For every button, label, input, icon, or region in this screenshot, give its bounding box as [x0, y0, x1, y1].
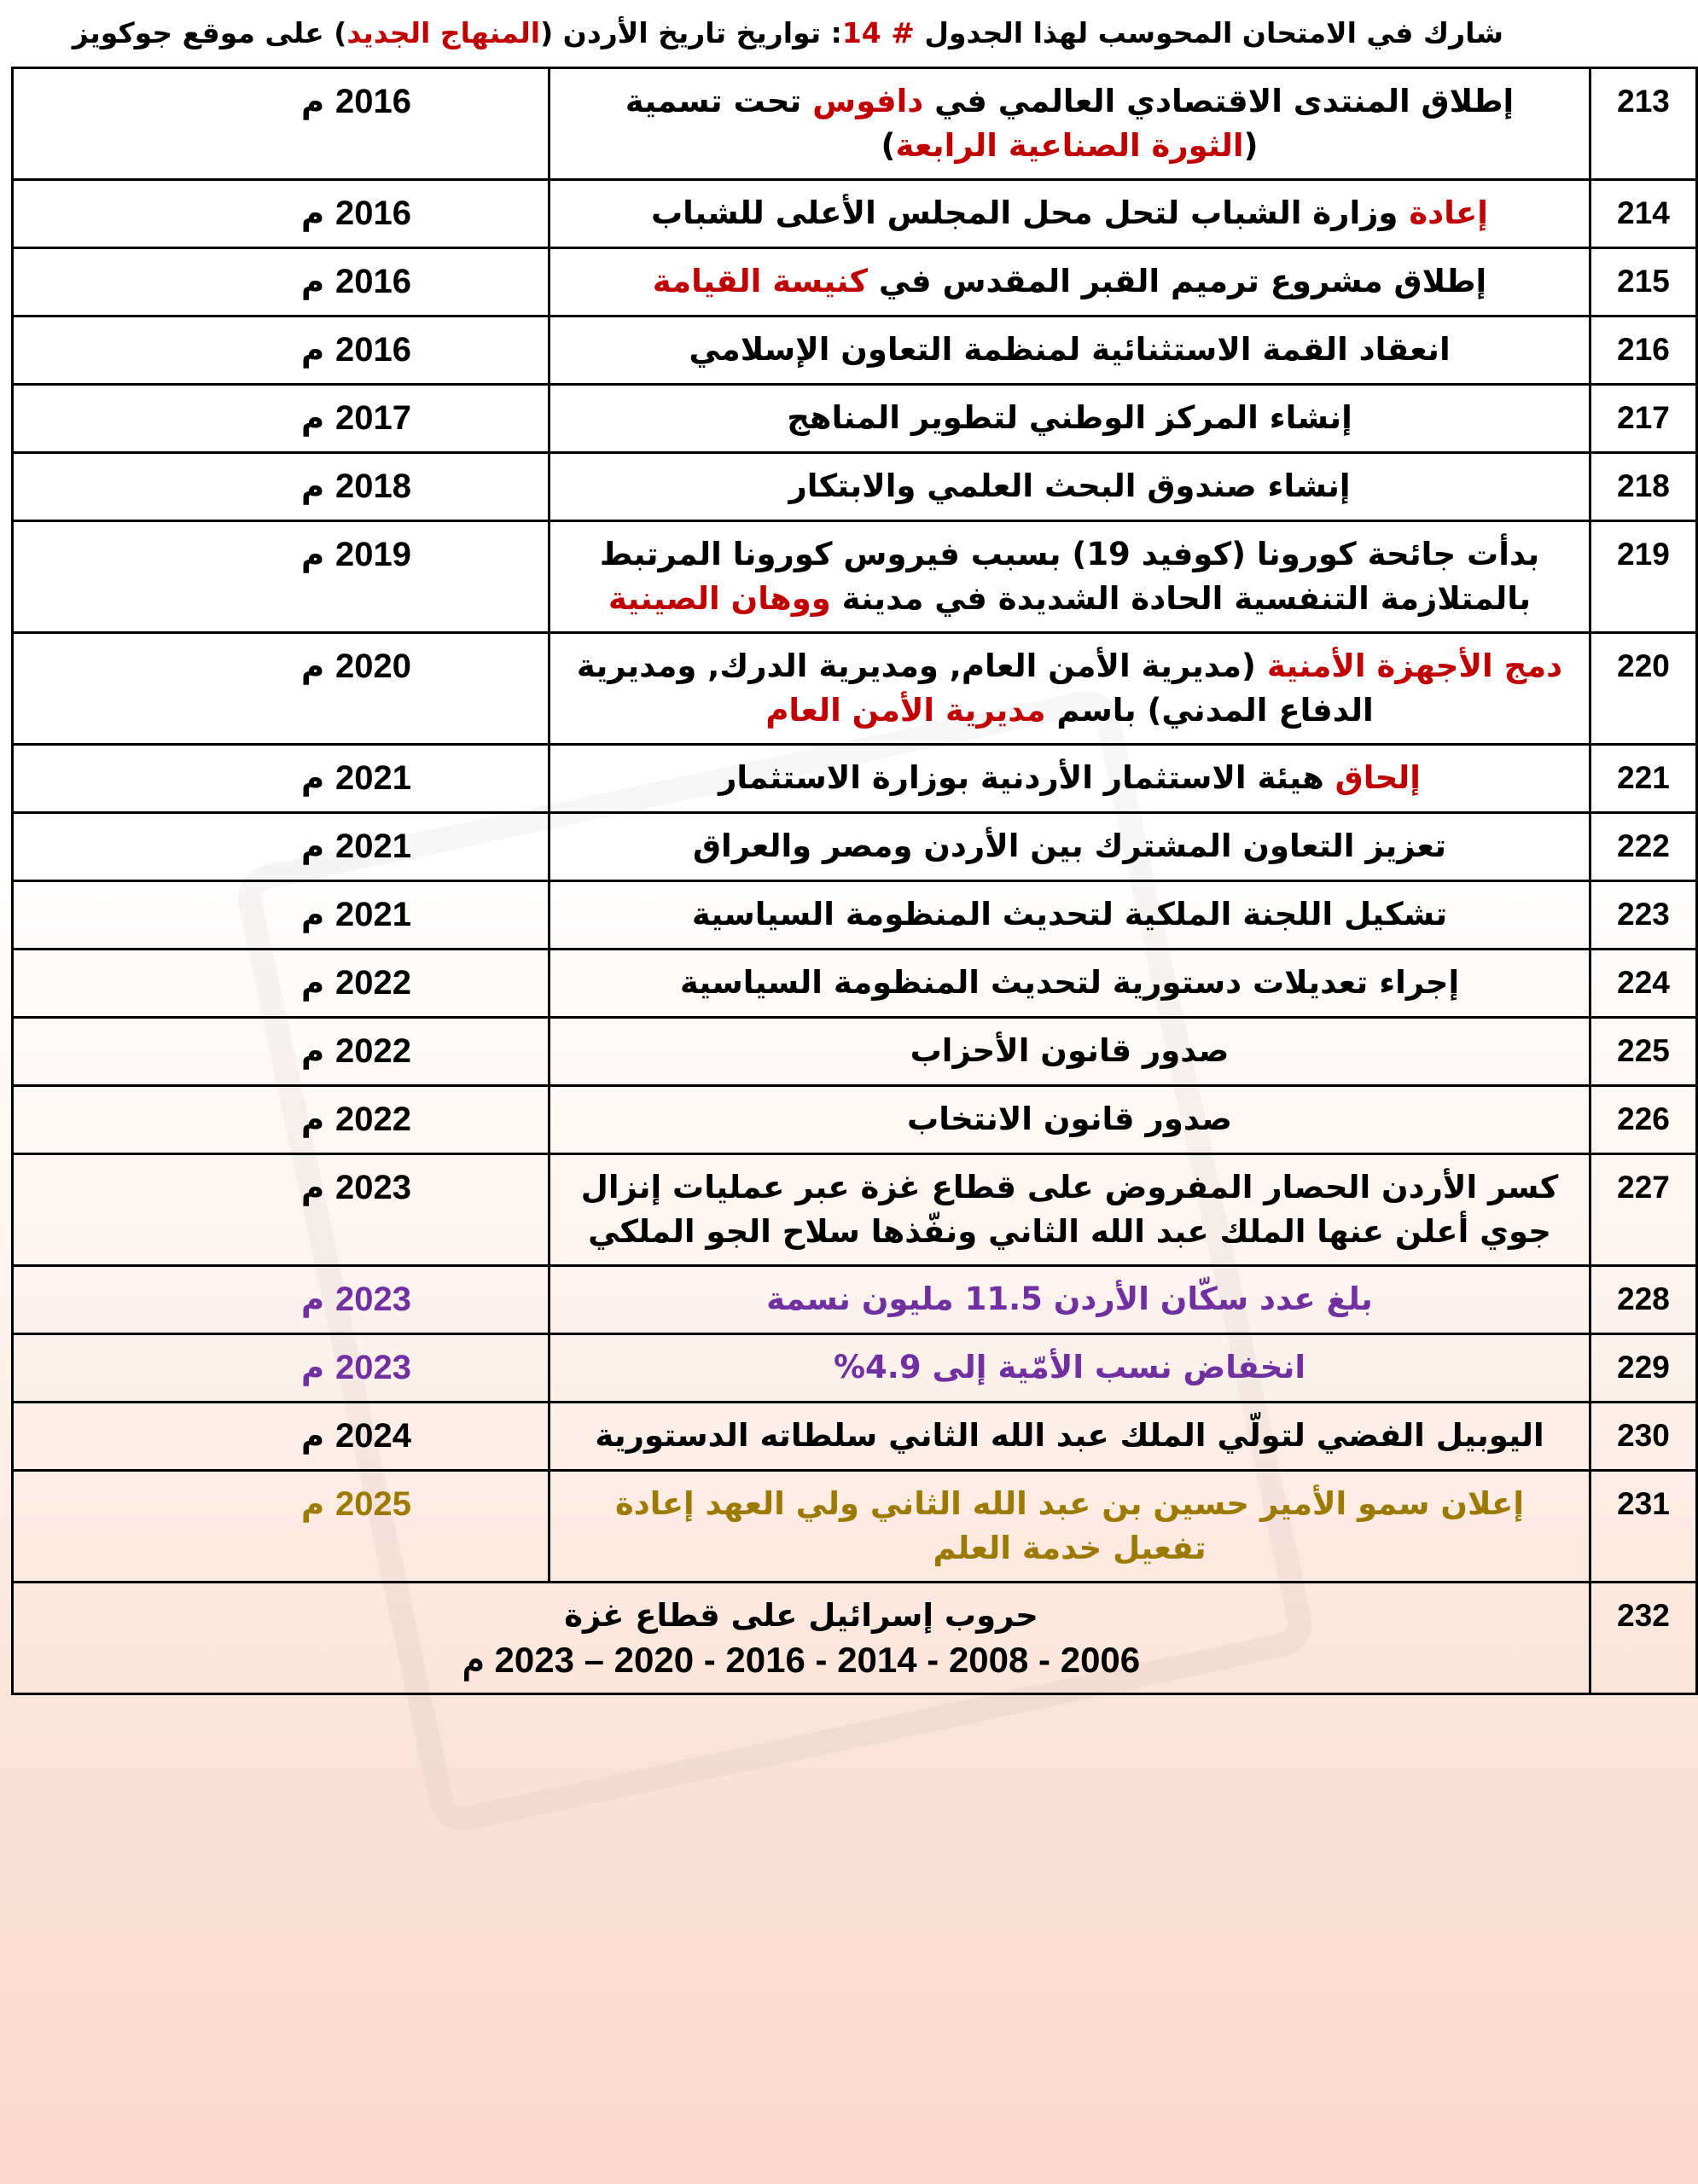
event-cell — [550, 813, 1590, 881]
year-unit: م — [301, 648, 325, 685]
gaza-wars-years: 2006 - 2008 - 2014 - 2016 - 2020 – 2023 م — [462, 1640, 1141, 1680]
year-unit: م — [301, 965, 325, 1002]
gaza-wars-title: حروب إسرائيل على قطاع غزة — [564, 1597, 1038, 1634]
event-text: صدور قانون الأحزاب — [910, 1032, 1230, 1069]
year-cell — [13, 521, 550, 633]
table-row — [13, 745, 1697, 813]
row-number: 224 — [1590, 950, 1697, 1018]
event-cell — [550, 950, 1590, 1018]
event-text: وزارة الشباب لتحل محل المجلس الأعلى للشباب — [651, 195, 1410, 231]
event-highlight: ووهان الصينية — [608, 580, 831, 617]
row-number: 232 — [1590, 1583, 1697, 1694]
year-value: 2022 — [335, 964, 411, 1002]
event-highlight: إعادة — [1409, 195, 1488, 231]
event-cell — [550, 180, 1590, 248]
heading-text-3: ) على موقع جوكويز — [72, 16, 347, 49]
year-value: 2023 — [335, 1349, 411, 1386]
event-cell — [550, 633, 1590, 745]
timeline-footer — [13, 1583, 1697, 1694]
year-cell — [13, 1154, 550, 1266]
table-row — [13, 317, 1697, 385]
row-number: 218 — [1590, 453, 1697, 521]
year-cell — [13, 950, 550, 1018]
event-text: إطلاق مشروع ترميم القبر المقدس في — [868, 263, 1487, 299]
table-row — [13, 1266, 1697, 1334]
heading-text-2: : تواريخ تاريخ الأردن ( — [540, 16, 842, 49]
heading-text: شارك في الامتحان المحوسب لهذا الجدول — [914, 16, 1503, 49]
year-unit: م — [301, 84, 325, 120]
event-highlight: إعلان سمو الأمير حسين بن عبد الله الثاني ولي العهد إعادة تفعيل خدمة العلم — [614, 1485, 1525, 1566]
event-cell — [550, 68, 1590, 180]
timeline-table — [11, 67, 1698, 1695]
event-highlight: دمج الأجهزة الأمنية — [1266, 648, 1563, 684]
event-highlight: إلحاق — [1335, 759, 1421, 796]
table-row — [13, 1334, 1697, 1403]
event-text: انعقاد القمة الاستثنائية لمنظمة التعاون الإسلامي — [689, 331, 1451, 368]
table-row — [13, 180, 1697, 248]
event-cell — [550, 317, 1590, 385]
year-cell — [13, 1334, 550, 1403]
table-row — [13, 950, 1697, 1018]
table-row — [13, 453, 1697, 521]
year-cell — [13, 453, 550, 521]
event-text: إجراء تعديلات دستورية لتحديث المنظومة السياسية — [679, 964, 1460, 1001]
year-value: 2019 — [335, 536, 411, 573]
row-number: 213 — [1590, 68, 1697, 180]
event-text: تشكيل اللجنة الملكية لتحديث المنظومة السياسية — [691, 896, 1448, 932]
year-value: 2021 — [335, 759, 411, 797]
table-row — [13, 1018, 1697, 1086]
event-cell — [550, 385, 1590, 453]
year-unit: م — [301, 468, 325, 505]
event-text: تحت تسمية ( — [625, 83, 1259, 164]
row-number: 228 — [1590, 1266, 1697, 1334]
event-text: تعزيز التعاون المشترك بين الأردن ومصر والعراق — [692, 828, 1447, 864]
year-unit: م — [301, 1033, 325, 1070]
year-cell — [13, 248, 550, 317]
event-cell — [550, 1471, 1590, 1583]
event-text: كسر الأردن الحصار المفروض على قطاع غزة عبر عمليات إنزال جوي أعلن عنها الملك عبد الله الثاني ونفّذها سلاح الجو الملكي — [580, 1169, 1559, 1250]
event-highlight: كنيسة القيامة — [652, 263, 869, 299]
year-unit: م — [301, 264, 325, 300]
row-number: 221 — [1590, 745, 1697, 813]
year-value: 2024 — [335, 1417, 411, 1455]
event-cell — [550, 745, 1590, 813]
event-cell — [550, 521, 1590, 633]
year-unit: م — [301, 537, 325, 573]
table-row — [13, 813, 1697, 881]
table-row — [13, 633, 1697, 745]
row-number: 230 — [1590, 1403, 1697, 1471]
year-unit: م — [301, 1101, 325, 1138]
year-value: 2016 — [335, 195, 411, 232]
event-text: صدور قانون الانتخاب — [907, 1101, 1232, 1137]
row-number: 217 — [1590, 385, 1697, 453]
year-unit: م — [301, 1170, 325, 1206]
event-cell — [550, 1334, 1590, 1403]
row-number: 215 — [1590, 248, 1697, 317]
table-row — [13, 1471, 1697, 1583]
year-cell — [13, 385, 550, 453]
year-value: 2016 — [335, 83, 411, 120]
row-number: 216 — [1590, 317, 1697, 385]
year-cell — [13, 1403, 550, 1471]
row-number: 226 — [1590, 1086, 1697, 1154]
event-highlight: انخفاض نسب الأمّية إلى 4.9% — [833, 1349, 1306, 1385]
year-cell — [13, 317, 550, 385]
year-unit: م — [301, 1418, 325, 1455]
year-value: 2021 — [335, 828, 411, 865]
event-text: هيئة الاستثمار الأردنية بوزارة الاستثمار — [718, 759, 1335, 796]
event-highlight: الثورة الصناعية الرابعة — [895, 127, 1244, 164]
year-value: 2021 — [335, 896, 411, 933]
year-unit: م — [301, 1486, 325, 1523]
table-row — [13, 1403, 1697, 1471]
table-row — [13, 385, 1697, 453]
year-cell — [13, 1086, 550, 1154]
table-row — [13, 1154, 1697, 1266]
year-cell — [13, 1471, 550, 1583]
year-cell — [13, 1266, 550, 1334]
row-number: 231 — [1590, 1471, 1697, 1583]
event-cell — [550, 1018, 1590, 1086]
year-value: 2020 — [335, 648, 411, 685]
year-cell — [13, 1018, 550, 1086]
table-number: # 14 — [841, 16, 915, 49]
event-highlight: بلغ عدد سكّان الأردن 11.5 مليون نسمة — [766, 1281, 1373, 1317]
table-row — [13, 521, 1697, 633]
year-cell — [13, 881, 550, 950]
event-text: بدأت جائحة كورونا (كوفيد 19) بسبب فيروس كورونا المرتبط بالمتلازمة التنفسية الحادة الشديدة في مدينة — [599, 536, 1540, 617]
page-heading — [10, 5, 1503, 61]
row-number: 222 — [1590, 813, 1697, 881]
row-number: 223 — [1590, 881, 1697, 950]
year-value: 2017 — [335, 399, 411, 437]
row-number: 219 — [1590, 521, 1697, 633]
event-cell — [550, 1403, 1590, 1471]
row-number: 227 — [1590, 1154, 1697, 1266]
event-text: (مديرية الأمن العام, ومديرية الدرك, ومديرية الدفاع المدني) باسم — [576, 648, 1374, 729]
event-cell — [550, 881, 1590, 950]
event-highlight: دافوس — [812, 83, 924, 119]
year-cell — [13, 633, 550, 745]
year-value: 2022 — [335, 1032, 411, 1070]
table-row — [13, 1086, 1697, 1154]
year-value: 2023 — [335, 1281, 411, 1318]
event-text: إنشاء صندوق البحث العلمي والابتكار — [788, 468, 1351, 504]
year-cell — [13, 745, 550, 813]
year-value: 2023 — [335, 1169, 411, 1206]
event-cell — [550, 1086, 1590, 1154]
event-text: إنشاء المركز الوطني لتطوير المناهج — [787, 399, 1352, 436]
year-unit: م — [301, 1350, 325, 1386]
table-row — [13, 68, 1697, 180]
row-number: 225 — [1590, 1018, 1697, 1086]
year-unit: م — [301, 828, 325, 865]
timeline-body — [13, 68, 1697, 1583]
year-cell — [13, 68, 550, 180]
year-unit: م — [301, 400, 325, 437]
event-highlight: مديرية الأمن العام — [765, 692, 1046, 729]
year-unit: م — [301, 897, 325, 933]
row-number: 229 — [1590, 1334, 1697, 1403]
event-cell — [550, 1266, 1590, 1334]
event-text: إطلاق المنتدى الاقتصادي العالمي في — [923, 83, 1515, 119]
row-number: 214 — [1590, 180, 1697, 248]
year-cell — [13, 180, 550, 248]
year-cell — [13, 813, 550, 881]
table-row — [13, 248, 1697, 317]
year-unit: م — [301, 760, 325, 797]
year-value: 2016 — [335, 263, 411, 300]
year-unit: م — [301, 1281, 325, 1318]
year-value: 2025 — [335, 1485, 411, 1523]
year-unit: م — [301, 332, 325, 369]
curriculum-highlight: المنهاج الجديد — [346, 16, 541, 49]
year-value: 2022 — [335, 1101, 411, 1138]
event-cell — [550, 1154, 1590, 1266]
table-row-232 — [13, 1583, 1697, 1694]
table-row — [13, 881, 1697, 950]
row-number: 220 — [1590, 633, 1697, 745]
year-unit: م — [301, 195, 325, 232]
event-cell — [550, 248, 1590, 317]
gaza-wars-cell — [13, 1583, 1590, 1694]
event-text: اليوبيل الفضي لتولّي الملك عبد الله الثاني سلطاته الدستورية — [595, 1417, 1544, 1454]
year-value: 2018 — [335, 468, 411, 505]
year-value: 2016 — [335, 331, 411, 369]
event-cell — [550, 453, 1590, 521]
event-text: ) — [881, 127, 896, 164]
